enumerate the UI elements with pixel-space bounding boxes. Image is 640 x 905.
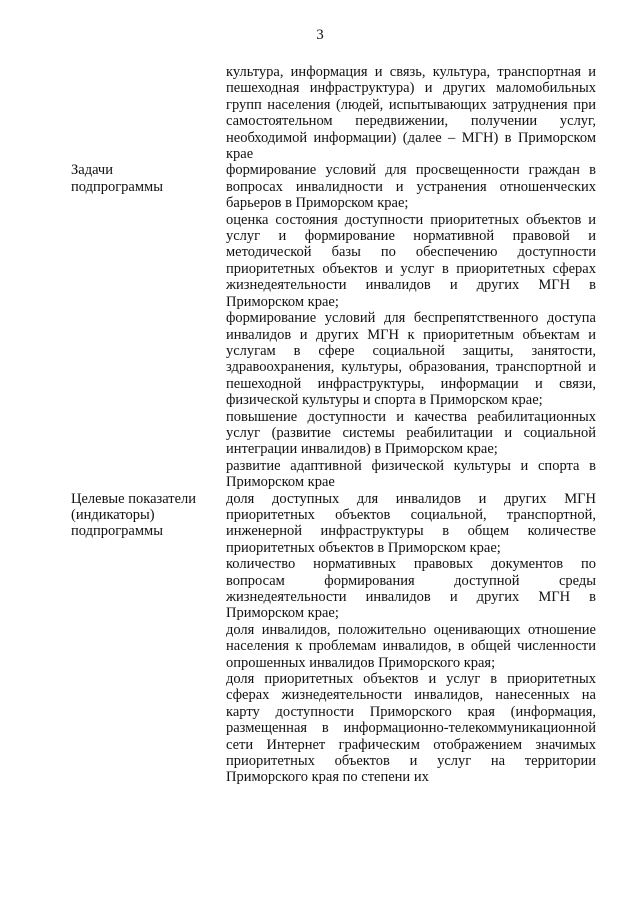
content-paragraph: доля приоритетных объектов и услуг в приоритетных сферах жизнедеятельности инвалидов, нанесенных на карту доступности Приморского края (информация, размещенная в информационно-телекоммуникационной сети Интернет графическим отображением значимых приоритетных объектов и услуг на территории Приморского края по степени их <box>226 671 596 786</box>
content-paragraph: оценка состояния доступности приоритетных объектов и услуг и формирование нормативной правовой и методической базы по обеспечению доступности приоритетных объектов и услуг в приоритетных сферах жизнедеятельности инвалидов и других МГН в Приморском крае; <box>226 211 596 310</box>
row-label-line: Целевые показатели <box>71 490 197 507</box>
table-row-tasks <box>71 162 596 490</box>
row-label-line: (индикаторы) <box>71 506 155 523</box>
program-table <box>71 64 596 786</box>
content-paragraph: культура, информация и связь, культура, транспортная и пешеходная инфраструктура) и других маломобильных групп населения (людей, испытывающих затруднения при самостоятельном передвижении, получении услуг, необходимой информации) (далее – МГН) в Приморском крае <box>226 64 596 163</box>
row-label <box>71 491 226 540</box>
row-content <box>226 64 596 162</box>
content-paragraph: формирование условий для беспрепятственного доступа инвалидов и других МГН к приоритетным объектам и услугам в сфере социальной защиты, занятости, здравоохранения, культуры, образования, транспортной и пешеходной инфраструктуры, информации и связи, физической культуры и спорта в Приморском крае; <box>226 310 596 409</box>
content-paragraph: повышение доступности и качества реабилитационных услуг (развитие системы реабилитации и социальной интеграции инвалидов) в Приморском крае; <box>226 408 596 458</box>
content-paragraph: формирование условий для просвещенности граждан в вопросах инвалидности и устранения отношенческих барьеров в Приморском крае; <box>226 162 596 212</box>
content-paragraph: количество нормативных правовых документов по вопросам формирования доступной среды жизнедеятельности инвалидов и других МГН в Приморском крае; <box>226 556 596 622</box>
row-content <box>226 491 596 786</box>
row-label-line: Задачи <box>71 162 113 179</box>
content-paragraph: развитие адаптивной физической культуры и спорта в Приморском крае <box>226 457 596 491</box>
page-number: 3 <box>316 27 324 43</box>
table-row-continuation <box>71 64 596 162</box>
content-paragraph: доля доступных для инвалидов и других МГН приоритетных объектов социальной, транспортной, инженерной инфраструктуры в общем количестве приоритетных объектов в Приморском крае; <box>226 490 596 556</box>
row-label-line: подпрограммы <box>71 178 163 195</box>
row-label-line: подпрограммы <box>71 523 163 540</box>
content-paragraph: доля инвалидов, положительно оценивающих отношение населения к проблемам инвалидов, в общей численности опрошенных инвалидов Приморского края; <box>226 621 596 671</box>
row-content <box>226 162 596 490</box>
table-row-indicators <box>71 491 596 786</box>
row-label <box>71 162 226 195</box>
